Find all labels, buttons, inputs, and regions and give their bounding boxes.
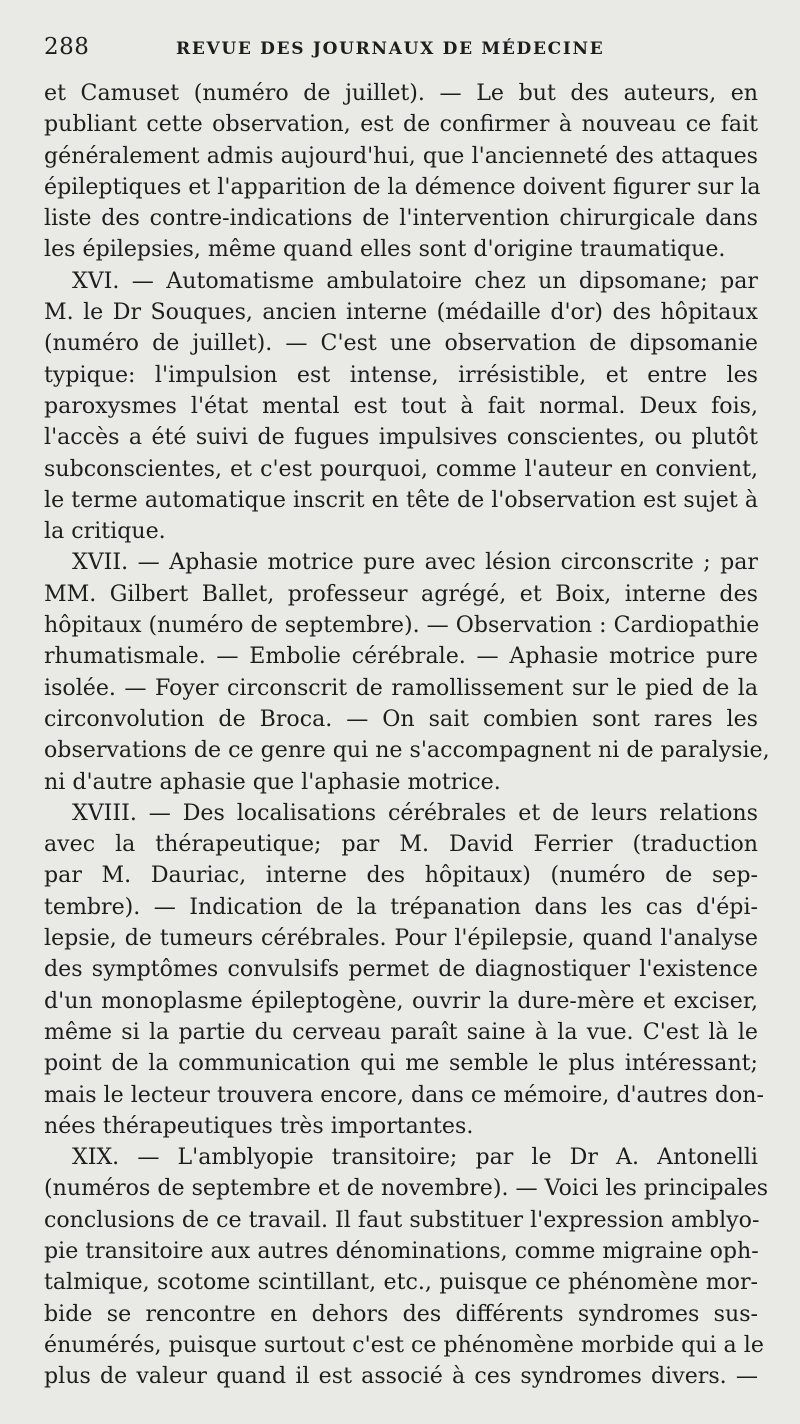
text-line: par M. Dauriac, interne des hôpitaux) (numéro de sep- xyxy=(44,862,758,889)
text-line: M. le Dr Souques, ancien interne (médaille d'or) des hôpitaux xyxy=(44,299,758,326)
text-line: lepsie, de tumeurs cérébrales. Pour l'épilepsie, quand l'analyse xyxy=(44,925,758,952)
section-heading-line: XIX. — L'amblyopie transitoire; par le Dr A. Antonelli xyxy=(72,1144,758,1171)
paragraph-continuation xyxy=(44,78,761,266)
paragraph-xviii xyxy=(44,798,764,1142)
text-line: le terme automatique inscrit en tête de l'observation est sujet à xyxy=(44,486,758,513)
text-line: typique: l'impulsion est intense, irrésistible, et entre les xyxy=(44,361,758,388)
text-line: pie transitoire aux autres dénominations, comme migraine oph- xyxy=(44,1237,759,1264)
text-line: rhumatismale. — Embolie cérébrale. — Aphasie motrice pure xyxy=(44,643,758,670)
text-line: mais le lecteur trouvera encore, dans ce mémoire, d'autres don- xyxy=(44,1081,764,1108)
text-line: isolée. — Foyer circonscrit de ramollissement sur le pied de la xyxy=(44,674,758,701)
paragraph-xvi xyxy=(44,266,758,548)
text-line: tembre). — Indication de la trépanation dans les cas d'épi- xyxy=(44,893,758,920)
text-line: épileptiques et l'apparition de la démence doivent figurer sur la xyxy=(44,173,761,200)
text-line: bide se rencontre en dehors des différents syndromes sus- xyxy=(44,1300,758,1327)
text-line: la critique. xyxy=(44,518,166,545)
paragraph-xvii xyxy=(44,547,770,797)
text-line: paroxysmes l'état mental est tout à fait normal. Deux fois, xyxy=(44,392,758,419)
text-line: les épilepsies, même quand elles sont d'origine traumatique. xyxy=(44,236,726,263)
section-heading-line: XVIII. — Des localisations cérébrales et de leurs relations xyxy=(72,799,758,826)
running-title: REVUE DES JOURNAUX DE MÉDECINE xyxy=(176,39,605,59)
text-line: avec la thérapeutique; par M. David Ferrier (traduction xyxy=(44,831,758,858)
text-line: nées thérapeutiques très importantes. xyxy=(44,1112,474,1139)
text-line: des symptômes convulsifs permet de diagnostiquer l'existence xyxy=(44,956,758,983)
text-line: ni d'autre aphasie que l'aphasie motrice. xyxy=(44,768,501,795)
text-line: et Camuset (numéro de juillet). — Le but des auteurs, en xyxy=(44,80,758,106)
text-line: observations de ce genre qui ne s'accompagnent ni de paralysie, xyxy=(44,737,770,764)
text-line: conclusions de ce travail. Il faut substituer l'expression amblyo- xyxy=(44,1206,760,1233)
text-line: circonvolution de Broca. — On sait combien sont rares les xyxy=(44,705,758,732)
text-line: généralement admis aujourd'hui, que l'ancienneté des attaques xyxy=(44,142,758,169)
text-line: hôpitaux (numéro de septembre). — Observation : Cardiopathie xyxy=(44,612,760,639)
text-line: l'accès a été suivi de fugues impulsives conscientes, ou plutôt xyxy=(44,424,758,451)
text-line: (numéro de juillet). — C'est une observation de dipsomanie xyxy=(44,330,758,357)
section-heading-line: XVI. — Automatisme ambulatoire chez un dipsomane; par xyxy=(72,267,758,294)
text-line: (numéros de septembre et de novembre). — Voici les principales xyxy=(44,1175,769,1202)
paragraph-xix xyxy=(44,1142,769,1392)
text-line: subconscientes, et c'est pourquoi, comme l'auteur en convient, xyxy=(44,455,758,482)
page-number: 288 xyxy=(44,34,90,60)
text-line: point de la communication qui me semble le plus intéressant; xyxy=(44,1050,758,1077)
section-heading-line: XVII. — Aphasie motrice pure avec lésion circonscrite ; par xyxy=(72,549,758,576)
page-header xyxy=(44,34,758,74)
text-line: plus de valeur quand il est associé à ces syndromes divers. — xyxy=(44,1363,758,1390)
text-line: énumérés, puisque surtout c'est ce phénomène morbide qui a le xyxy=(44,1331,764,1358)
text-line: liste des contre-indications de l'intervention chirurgicale dans xyxy=(44,205,758,232)
article-text xyxy=(44,78,770,1392)
text-line: même si la partie du cerveau paraît saine à la vue. C'est là le xyxy=(44,1018,758,1045)
text-line: d'un monoplasme épileptogène, ouvrir la dure-mère et exciser, xyxy=(44,987,758,1014)
text-line: MM. Gilbert Ballet, professeur agrégé, et Boix, interne des xyxy=(44,580,758,607)
text-line: publiant cette observation, est de confirmer à nouveau ce fait xyxy=(44,111,758,138)
text-line: talmique, scotome scintillant, etc., puisque ce phénomène mor- xyxy=(44,1269,758,1296)
